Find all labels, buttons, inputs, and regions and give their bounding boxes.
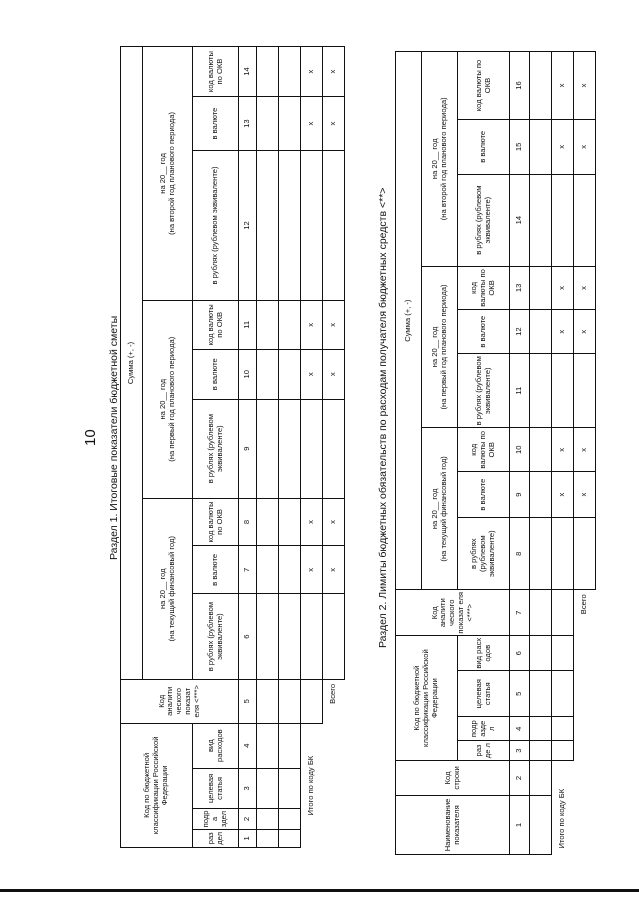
s1-header-podrazdel: подра здел [193,809,239,829]
s2-col-num: 11 [510,354,530,428]
s1-col-num: 13 [239,97,257,151]
s1-cell[interactable] [257,47,279,97]
s1-x: x [301,97,323,151]
s2-vsego-row [574,52,596,855]
s1-cell[interactable] [257,97,279,151]
s1-cell[interactable] [257,768,279,809]
section1-table-wrap [120,46,345,848]
s2-header-rub: в рублях (рублевом эквиваленте) [458,174,510,266]
s2-col-num: 6 [510,636,530,671]
s1-cell[interactable] [279,300,301,349]
s1-data-row [279,47,301,848]
s1-x: x [323,498,345,546]
section2-title: Раздел 2. Лимиты бюджетных обязательств по расходам получателя бюджетных средств <**> [377,187,389,648]
s1-cell[interactable] [301,594,323,680]
s2-header-val: в валюте [458,119,510,174]
s2-cell[interactable] [574,174,596,266]
s1-header-rub: в рублях (рублевом эквиваленте) [193,399,239,498]
s1-cell[interactable] [279,809,301,829]
s2-header-rub: в рублях (рублевом эквиваленте) [458,354,510,428]
s2-cell[interactable] [574,518,596,590]
s2-cell[interactable] [552,174,574,266]
s2-header-summa: Сумма (+, -) [396,52,422,590]
s2-cell[interactable] [530,636,552,671]
s2-header-name: Наименование показателя [396,795,510,854]
s1-col-num: 5 [239,679,257,723]
s1-header-vid: вид расходов [193,723,239,768]
s2-cell[interactable] [530,472,552,518]
s1-header-year-second: на 20__ год (на второй год планового периода) [143,47,193,301]
s2-header-celevaya: целевая статья [458,671,510,717]
s1-data-row [257,47,279,848]
s1-x: x [301,349,323,399]
s2-cell[interactable] [530,266,552,310]
s2-header-okv: код валюты по ОКВ [458,52,510,120]
s1-cell[interactable] [279,151,301,301]
s1-x: x [323,546,345,594]
s2-x: x [574,266,596,310]
s1-cell[interactable] [279,399,301,498]
s2-header-year-current: на 20__ год (на текущий финансовый год) [422,428,458,590]
s1-cell[interactable] [279,594,301,680]
s2-header-bk: Код по бюджетной классификации Российской Федерации [396,636,458,761]
s2-x: x [552,428,574,472]
s2-itogo-label: Итого по коду БК [557,788,567,849]
s1-cell[interactable] [257,546,279,594]
s2-header-val: в валюте [458,472,510,518]
s1-cell[interactable] [279,679,301,723]
s1-x: x [301,300,323,349]
s1-cell[interactable] [257,300,279,349]
s1-header-val: в валюте [193,97,239,151]
s1-header-bk: Код по бюджетной классификации Российской Федерации [121,723,193,847]
s1-x: x [301,498,323,546]
s2-col-num: 10 [510,428,530,472]
s1-cell[interactable] [279,47,301,97]
s2-data-row [530,52,552,855]
s2-header-val: в валюте [458,310,510,354]
s1-col-num: 9 [239,399,257,498]
s2-col-num: 14 [510,174,530,266]
s1-header-year-first: на 20__ год (на первый год планового периода) [143,300,193,498]
s1-cell[interactable] [257,498,279,546]
s2-col-num: 9 [510,472,530,518]
s1-x: x [323,349,345,399]
s1-vsego-label: Всего [328,683,338,704]
s2-col-num: 3 [510,741,530,761]
section1-title: Раздел 1. Итоговые показатели бюджетной сметы [108,315,120,560]
s2-cell[interactable] [530,795,552,854]
s2-x: x [552,266,574,310]
s2-cell[interactable] [552,354,574,428]
s2-header-vid: вид расх одов [458,636,510,671]
s2-cell[interactable] [530,671,552,717]
s2-col-num: 4 [510,717,530,741]
s1-cell[interactable] [279,349,301,399]
s1-cell[interactable] [257,829,279,847]
s1-header-val: в валюте [193,349,239,399]
s2-number-row [510,52,530,855]
s2-col-num: 1 [510,795,530,854]
s1-col-num: 3 [239,768,257,809]
s2-x: x [574,310,596,354]
s1-cell[interactable] [279,97,301,151]
s2-x: x [574,119,596,174]
s1-cell[interactable] [257,594,279,680]
s1-cell[interactable] [279,829,301,847]
s1-header-kod-analit: Код аналити ческого показат еля <***> [121,679,239,723]
s2-header-rub: в рублях (рублевом эквиваленте) [458,518,510,590]
s2-col-num: 7 [510,590,530,636]
s1-col-num: 11 [239,300,257,349]
s2-itogo-row [552,52,574,855]
s2-col-num: 2 [510,760,530,795]
s2-x: x [552,310,574,354]
s1-cell[interactable] [279,546,301,594]
s2-x: x [552,472,574,518]
s2-header-year-second: на 20__ год (на второй год планового периода) [422,52,458,267]
s2-cell[interactable] [552,590,574,636]
s1-x: x [301,546,323,594]
s1-cell[interactable] [279,768,301,809]
s1-header-razdel: раз дел [193,829,239,847]
s2-cell[interactable] [552,717,574,741]
s1-col-num: 2 [239,809,257,829]
s1-header-okv: код валюты по ОКВ [193,498,239,546]
s2-cell[interactable] [552,518,574,590]
s2-cell[interactable] [530,717,552,741]
s2-header-year-first: на 20__ год (на первый год планового периода) [422,266,458,428]
s1-cell[interactable] [323,594,345,680]
s2-col-num: 15 [510,119,530,174]
s2-cell[interactable] [574,354,596,428]
s1-cell[interactable] [323,399,345,498]
s1-header-val: в валюте [193,546,239,594]
s1-vsego-row [323,47,345,848]
s2-col-num: 12 [510,310,530,354]
s1-header-celevaya: целевая статья [193,768,239,809]
s1-header-okv: код валюты по ОКВ [193,300,239,349]
s1-cell[interactable] [257,151,279,301]
s1-cell[interactable] [323,151,345,301]
s1-col-num: 1 [239,829,257,847]
s2-cell[interactable] [530,741,552,761]
s2-cell[interactable] [552,671,574,717]
s2-col-num: 8 [510,518,530,590]
s2-x: x [574,52,596,120]
s2-cell[interactable] [530,518,552,590]
s2-cell[interactable] [530,760,552,795]
s2-col-num: 16 [510,52,530,120]
s2-cell[interactable] [530,310,552,354]
s1-header-summa: Сумма (+, -) [121,47,143,680]
s1-x: x [323,97,345,151]
section1-table [120,46,345,848]
s2-x: x [574,428,596,472]
s1-col-num: 4 [239,723,257,768]
s1-header-rub: в рублях (рублевом эквиваленте) [193,151,239,301]
s1-cell[interactable] [301,679,323,723]
section2-table [395,51,596,855]
s1-col-num: 12 [239,151,257,301]
s1-cell[interactable] [279,723,301,768]
s2-x: x [552,52,574,120]
s1-cell[interactable] [301,399,323,498]
s1-cell[interactable] [257,679,279,723]
s1-col-num: 7 [239,546,257,594]
s2-header-code: Код строки [396,760,510,795]
s2-cell[interactable] [530,428,552,472]
s1-cell[interactable] [279,498,301,546]
s1-x: x [301,47,323,97]
s1-itogo-row [301,47,323,848]
s1-x: x [323,300,345,349]
s1-header-okv: код валюты по ОКВ [193,47,239,97]
s2-cell[interactable] [530,174,552,266]
s2-x: x [574,472,596,518]
s1-x: x [323,47,345,97]
s1-cell[interactable] [257,723,279,768]
s2-header-okv: код валюты по ОКВ [458,428,510,472]
s2-vsego-label: Всего [579,594,589,615]
s1-col-num: 8 [239,498,257,546]
s1-cell[interactable] [257,809,279,829]
s1-header-rub: в рублях (рублевом эквиваленте) [193,594,239,680]
s2-header-podrazdel: подр азде л [458,717,510,741]
s1-cell[interactable] [301,151,323,301]
s2-col-num: 5 [510,671,530,717]
page-bottom-rule [0,889,639,892]
s1-header-year-current: на 20__ год (на текущий финансовый год) [143,498,193,679]
s1-col-num: 14 [239,47,257,97]
page-number: 10 [82,429,99,446]
s2-header-okv: код валюты по ОКВ [458,266,510,310]
s1-number-row [239,47,257,848]
s2-cell[interactable] [530,119,552,174]
s2-cell[interactable] [552,741,574,761]
s2-cell[interactable] [530,52,552,120]
s2-header-kod-analit: Код аналити ческого показат еля <***> [396,590,510,636]
s1-col-num: 6 [239,594,257,680]
s2-x: x [552,119,574,174]
s2-header-razdel: раз де л [458,741,510,761]
s2-cell[interactable] [552,636,574,671]
s2-cell[interactable] [530,590,552,636]
s1-cell[interactable] [257,399,279,498]
s2-cell[interactable] [530,354,552,428]
s1-cell[interactable] [257,349,279,399]
section2-table-wrap [395,51,596,855]
s1-itogo-label: Итого по коду БК [306,755,316,816]
s2-col-num: 13 [510,266,530,310]
s1-col-num: 10 [239,349,257,399]
